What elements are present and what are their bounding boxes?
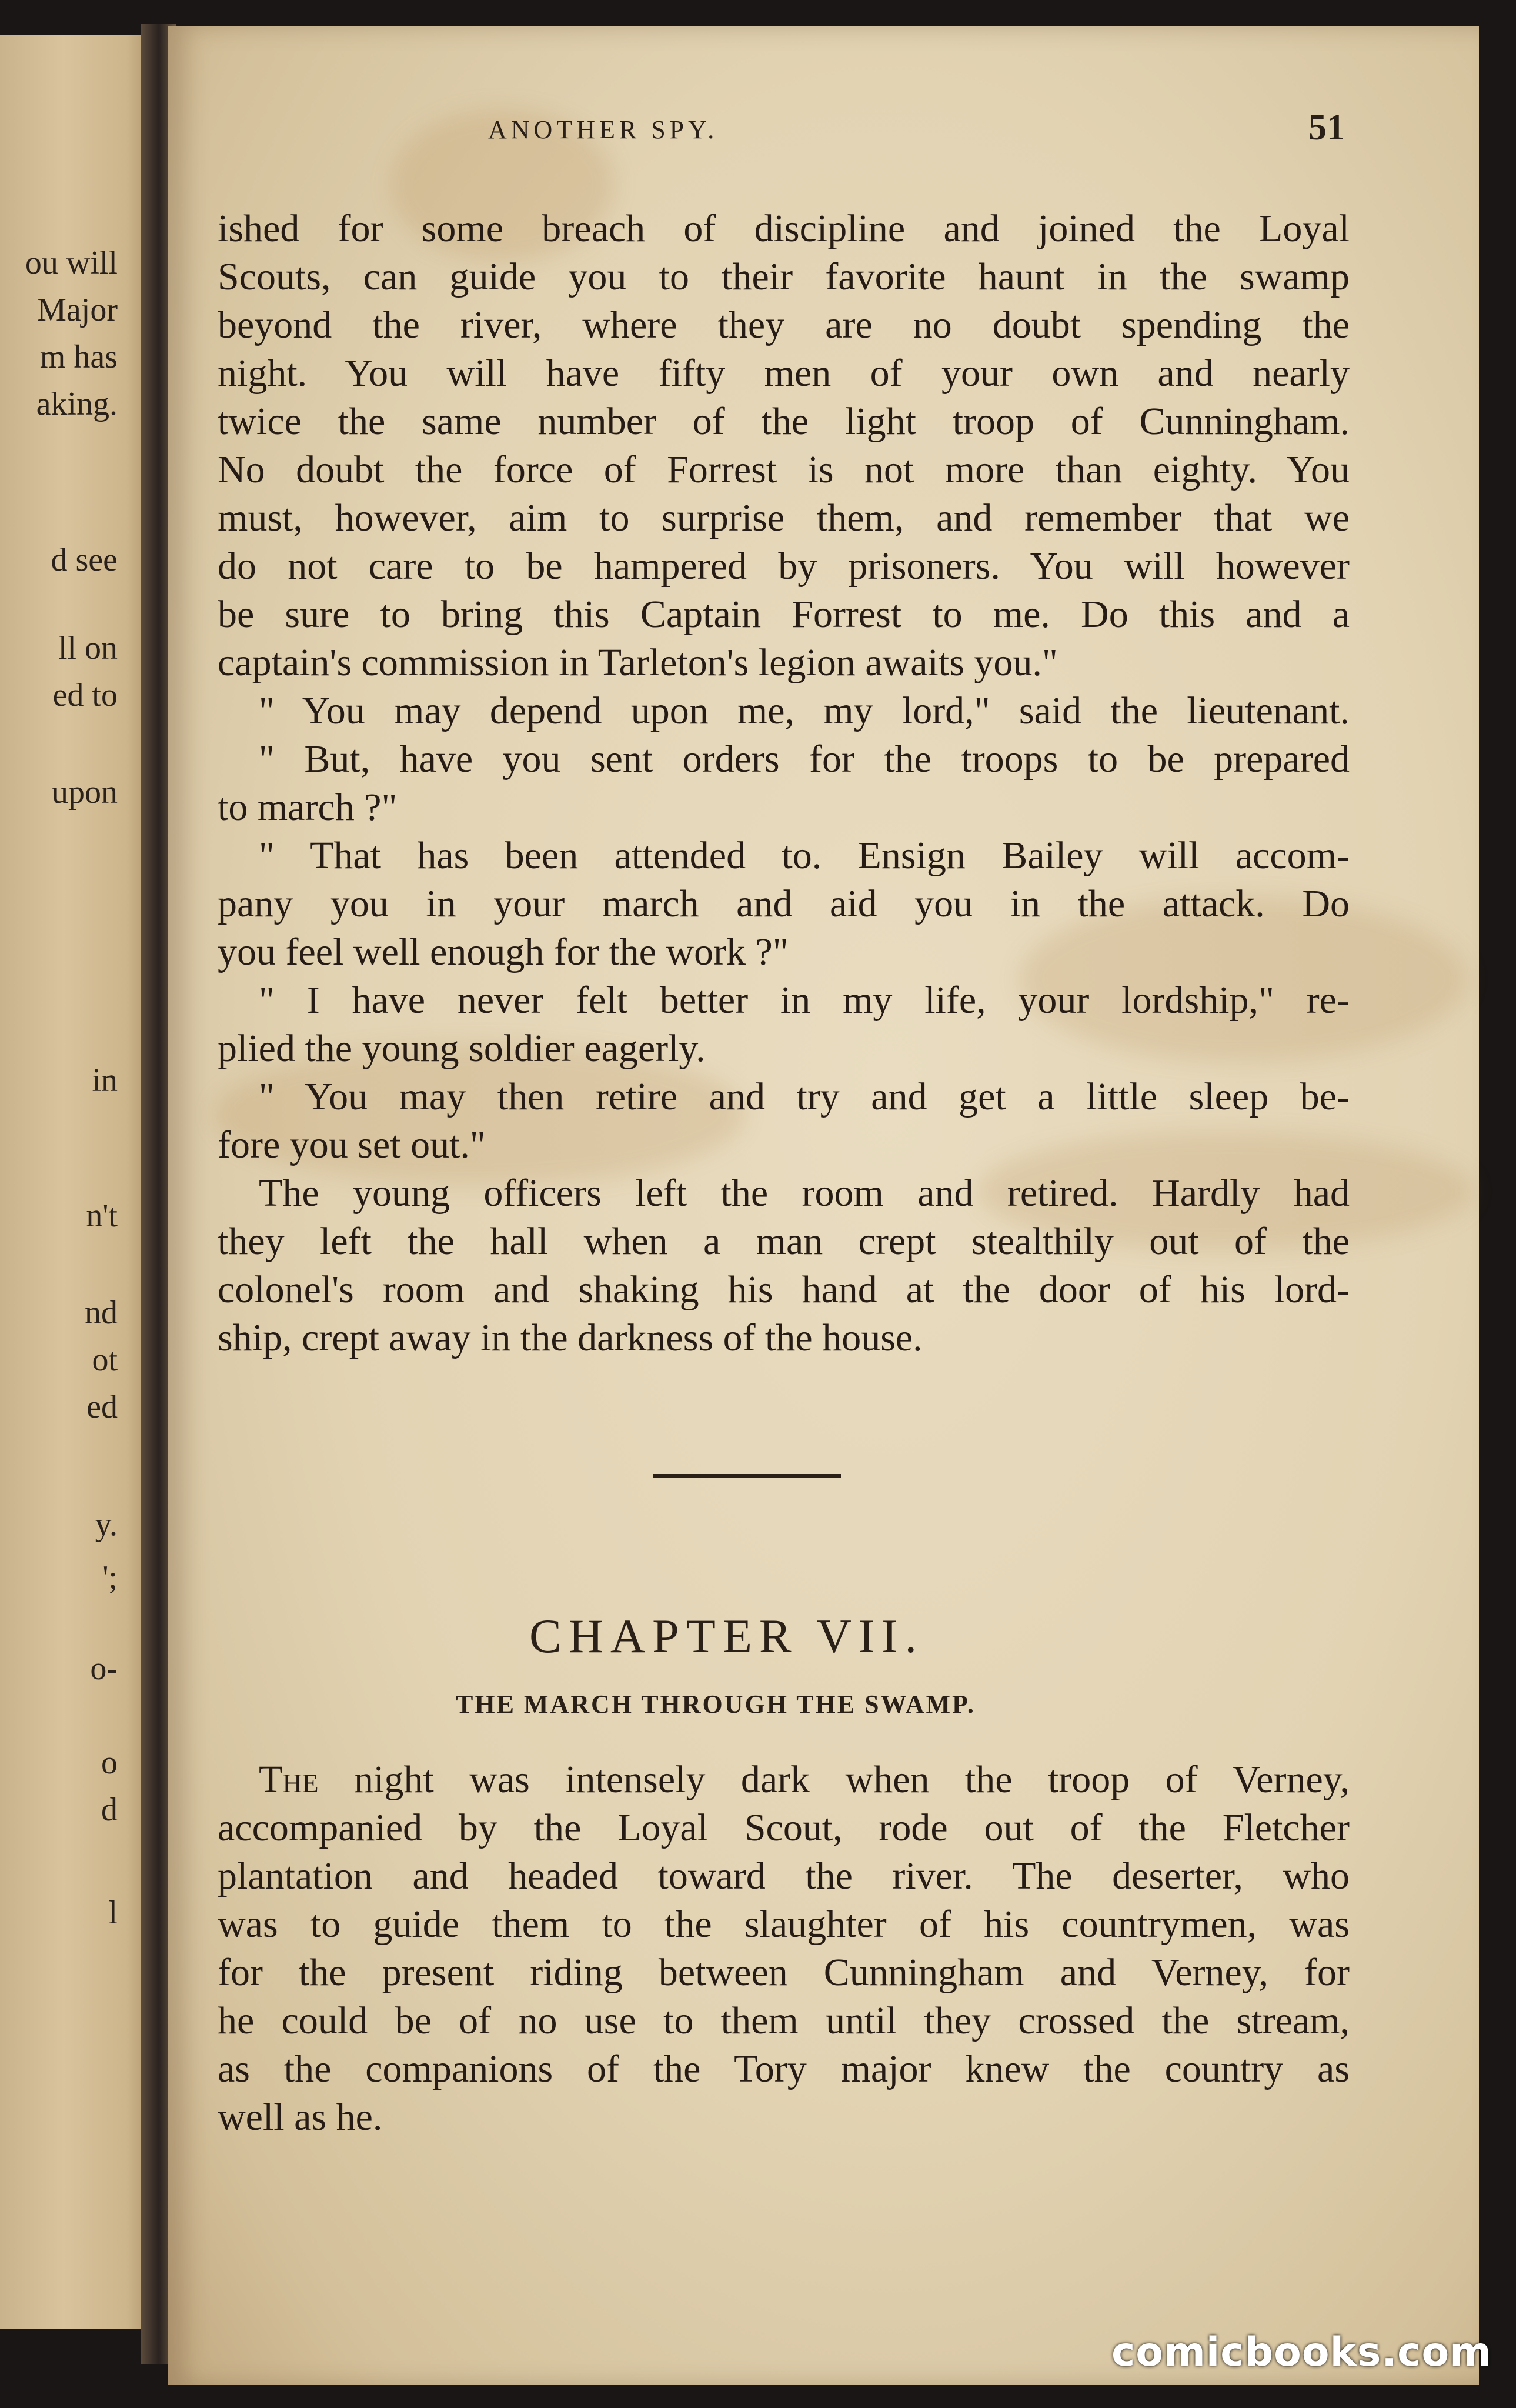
facing-page-line: ot	[92, 1342, 118, 1378]
text-line: night. You will have fifty men of your own and nearly	[218, 352, 1350, 395]
facing-page-line: d	[101, 1792, 118, 1828]
text-line: captain's commission in Tarleton's legion awaits you."	[218, 641, 1058, 684]
text-line: well as he.	[218, 2096, 383, 2139]
facing-page-line: ed	[86, 1389, 118, 1425]
facing-page-line: ou will	[25, 245, 118, 281]
text-line: beyond the river, where they are no doubt spending the	[218, 303, 1350, 346]
facing-page-line: Major	[37, 292, 118, 328]
text-line: to march ?"	[218, 786, 398, 829]
facing-page-line: n't	[86, 1198, 118, 1234]
text-line: accompanied by the Loyal Scout, rode out of the Fletcher	[218, 1806, 1350, 1849]
text-line: plantation and headed toward the river. The deserter, who	[218, 1855, 1350, 1897]
watermark: comicbooks.com	[1111, 2329, 1492, 2376]
text-line: he could be of no use to them until they crossed the stream,	[218, 1999, 1350, 2042]
body-text-top	[218, 205, 1350, 1362]
text-line: ished for some breach of discipline and joined the Loyal	[218, 207, 1350, 250]
body-text-chapter	[218, 1756, 1350, 2142]
facing-page-line: y.	[95, 1506, 118, 1543]
facing-page-line: o	[101, 1745, 118, 1781]
facing-page-fragment	[0, 35, 159, 2329]
facing-page-line: aking.	[36, 386, 118, 422]
text-line: " I have never felt better in my life, your lordship," re-	[259, 979, 1350, 1022]
text-line-first	[218, 1756, 1350, 1804]
text-line: be sure to bring this Captain Forrest to me. Do this and a	[218, 593, 1350, 636]
facing-page-line: nd	[85, 1295, 118, 1331]
text-line: " That has been attended to. Ensign Bailey will accom-	[259, 834, 1350, 877]
text-line: you feel well enough for the work ?"	[218, 930, 789, 973]
text-line: fore you set out."	[218, 1123, 486, 1166]
text-line: " You may depend upon me, my lord," said the lieutenant.	[259, 689, 1350, 732]
text-line: they left the hall when a man crept stealthily out of the	[218, 1220, 1350, 1263]
text-line: was to guide them to the slaughter of his countrymen, was	[218, 1903, 1350, 1946]
text-line: pany you in your march and aid you in the attack. Do	[218, 882, 1350, 925]
text-line: twice the same number of the light troop of Cunningham.	[218, 400, 1350, 443]
first-line-rest: night was intensely dark when the troop of Verney,	[318, 1758, 1350, 1801]
lead-word: The	[259, 1758, 319, 1801]
facing-page-line: in	[92, 1062, 118, 1099]
facing-page-line: ';	[102, 1559, 118, 1596]
facing-page-line: o-	[90, 1650, 118, 1687]
section-divider	[653, 1474, 841, 1478]
text-line: must, however, aim to surprise them, and remember that we	[218, 496, 1350, 539]
text-line: colonel's room and shaking his hand at the door of his lord-	[218, 1268, 1350, 1311]
facing-page-line: m has	[39, 339, 118, 375]
text-line: No doubt the force of Forrest is not more than eighty. You	[218, 448, 1350, 491]
text-line: " But, have you sent orders for the troops to be prepared	[259, 738, 1350, 781]
running-head: ANOTHER SPY.	[488, 115, 719, 144]
text-line: The young officers left the room and retired. Hardly had	[259, 1172, 1350, 1215]
text-line: plied the young soldier eagerly.	[218, 1027, 706, 1070]
facing-page-line: l	[108, 1895, 118, 1931]
page-number: 51	[1308, 108, 1345, 148]
text-line: do not care to be hampered by prisoners. You will however	[218, 545, 1350, 588]
chapter-subtitle: THE MARCH THROUGH THE SWAMP.	[456, 1690, 976, 1719]
text-line: as the companions of the Tory major knew the country as	[218, 2047, 1350, 2090]
facing-page-line: upon	[52, 774, 118, 811]
facing-page-line: ll on	[58, 630, 118, 666]
text-line: Scouts, can guide you to their favorite haunt in the swamp	[218, 255, 1350, 298]
text-line: " You may then retire and try and get a little sleep be-	[259, 1075, 1350, 1118]
text-line: ship, crept away in the darkness of the house.	[218, 1316, 923, 1359]
facing-page-line: d see	[51, 542, 118, 578]
facing-page-line: ed to	[52, 677, 118, 713]
text-line: for the present riding between Cunningham and Verney, for	[218, 1951, 1350, 1994]
chapter-title: CHAPTER VII.	[529, 1609, 924, 1663]
